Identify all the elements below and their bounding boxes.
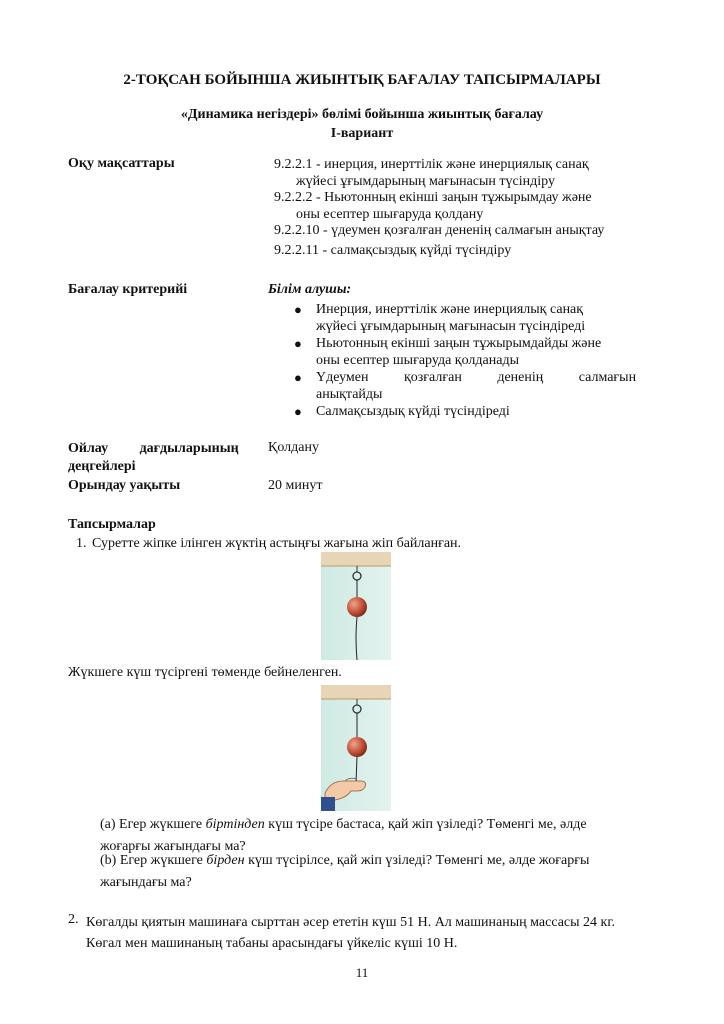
task-2-number: 2. [68, 912, 79, 927]
bullet-icon: ● [294, 370, 302, 385]
task-1-text: Суретте жіпке ілінген жүктің астыңғы жағына жіп байланған. [92, 536, 462, 551]
criteria-item: ● Салмақсыздық күйді түсіндіреді [294, 404, 510, 419]
page-number: 11 [355, 965, 369, 980]
time-value: 20 минут [268, 478, 323, 493]
task-1-number: 1. [76, 536, 87, 551]
objective-item: 9.2.2.10 - үдеумен қозғалған дененің салмағын анықтау [274, 223, 605, 238]
force-description: Жүкшеге күш түсіргені төменде бейнеленген. [68, 665, 342, 680]
hanging-weight-figure [321, 552, 391, 660]
bullet-icon: ● [294, 336, 302, 351]
bullet-icon: ● [294, 404, 302, 419]
task-2-text: Көгалды қиятын машинаға сырттан әсер ететін күш 51 Н. Ал машинаның массасы 24 кг. Көгал мен машинаның табаны арасындағы үйкеліс күші 10 Н. [86, 915, 616, 951]
objective-item: 9.2.2.2 - Ньютонның екінші заңын тұжырымдау және оны есептер шығаруда қолдану [274, 190, 592, 222]
question-b: (b) Егер жүкшеге бірден күш түсірілсе, қай жіп үзіледі? Төменгі ме, әлде жоғарғы жағындағы ма? [100, 853, 590, 890]
bullet-icon: ● [294, 302, 302, 317]
objective-item: 9.2.2.1 - инерция, инерттілік және инерциялық санақ жүйесі ұғымдарының мағынасын түсіндіру [274, 157, 589, 189]
thinking-level-label: Ойлау дағдыларының деңгейлері [68, 441, 239, 474]
document-subtitle: «Динамика негіздері» бөлімі бойынша жиынтық бағалау [180, 107, 544, 122]
tasks-heading: Тапсырмалар [68, 517, 156, 532]
time-label: Орындау уақыты [68, 478, 181, 493]
objectives-label: Оқу мақсаттары [68, 156, 175, 171]
pulled-weight-figure [321, 685, 391, 811]
criteria-item: ● Ньютонның екінші заңын тұжырымдайды және оны есептер шығаруда қолданады [294, 336, 602, 368]
question-a: (a) Егер жүкшеге біртіндеп күш түсіре бастаса, қай жіп үзіледі? Төменгі ме, әлде жоғарғы жағындағы ма? [100, 817, 587, 854]
objective-item: 9.2.2.11 - салмақсыздық күйді түсіндіру [274, 243, 512, 258]
document-title: 2-ТОҚСАН БОЙЫНША ЖИЫНТЫҚ БАҒАЛАУ ТАПСЫРМАЛАРЫ [123, 72, 601, 88]
criteria-label: Бағалау критерийі [68, 282, 188, 297]
thinking-level-value: Қолдану [268, 440, 319, 455]
criteria-item: ● Инерция, инерттілік және инерциялық санақ жүйесі ұғымдарының мағынасын түсіндіреді [294, 302, 586, 334]
variant-label: І-вариант [330, 126, 394, 141]
criteria-item: ● Үдеумен қозғалған дененің салмағын анықтайды [294, 370, 637, 402]
learner-label: Білім алушы: [268, 282, 352, 297]
